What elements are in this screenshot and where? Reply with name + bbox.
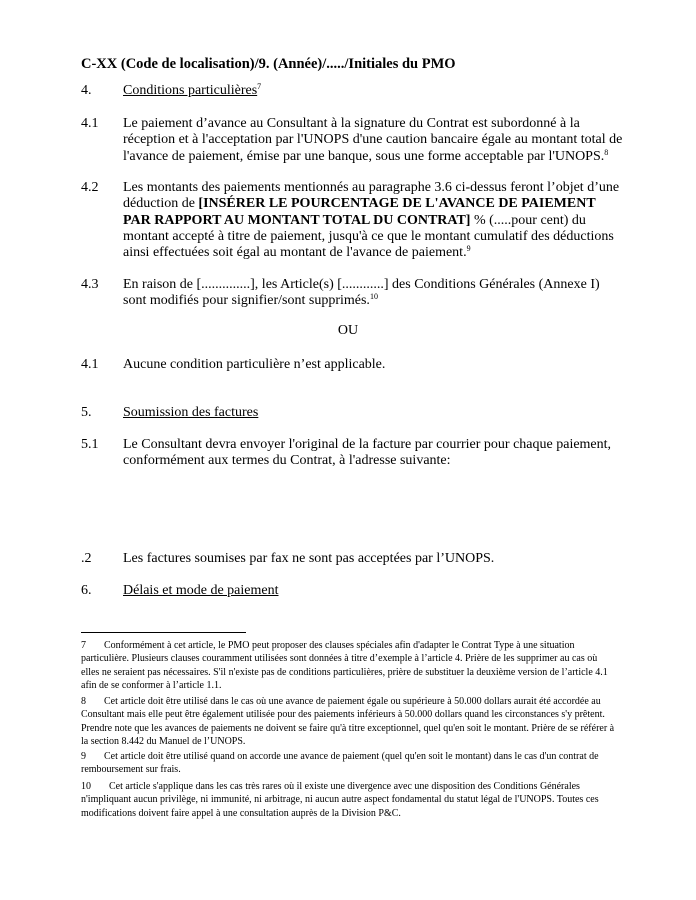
footnote-text: Cet article s'applique dans les cas très rares où il existe une divergence avec une disposition des Conditions Générales n'impliquant aucun privilège, ni immunité, ni arbitrage, ni aucun autre aspect fondamental du statut légal de l'UNOPS. Toutes ces modifications doivent faire appel à une consultation auprès de la Division P&C. <box>81 781 599 819</box>
paragraph-text: En raison de [..............], les Article(s) [............] des Conditions Générales (Annexe I) sont modifiés pour signifier/sont supprimés. <box>123 277 600 309</box>
footnote <box>81 750 616 777</box>
paragraph-number: 4.2 <box>81 180 99 195</box>
paragraph-number: 4.1 <box>81 357 99 372</box>
section-title: Soumission des factures <box>123 405 259 420</box>
footnote <box>81 639 616 692</box>
paragraph-text: Le paiement d’avance au Consultant à la signature du Contrat est subordonné à la réception et à l'acceptation par l'UNOPS d'une caution bancaire égale au montant total de l'avance de paiement, émise par une banque, sous une forme acceptable par l'UNOPS. <box>123 116 623 164</box>
footnote-separator <box>81 632 246 633</box>
footnote-ref: 9 <box>466 244 471 254</box>
footnote-number: 10 <box>81 781 91 792</box>
paragraph-text: Le Consultant devra envoyer l'original de la facture par courrier pour chaque paiement, conformément aux termes du Contrat, à l'adresse suivante: <box>123 437 612 469</box>
footnote-text: Cet article doit être utilisé quand on accorde une avance de paiement (quel qu'en soit le montant) dans le cas d'un contrat de remboursement sur frais. <box>81 751 599 776</box>
paragraph-text: Les factures soumises par fax ne sont pas acceptées par l’UNOPS. <box>123 551 495 566</box>
paragraph-text: Aucune condition particulière n’est applicable. <box>123 357 386 372</box>
paragraph-number: 4.1 <box>81 116 99 131</box>
footnote-number: 8 <box>81 696 86 707</box>
paragraph-text: Les montants des paiements mentionnés au paragraphe 3.6 ci-dessus feront l’objet d’une déduction de <box>123 180 620 212</box>
placeholder-instruction: [INSÉRER LE POURCENTAGE DE L'AVANCE DE PAIEMENT PAR RAPPORT AU MONTANT TOTAL DU CONTRAT] <box>123 196 596 228</box>
footnote-number: 9 <box>81 751 86 762</box>
footnote-ref: 7 <box>257 82 262 91</box>
section-number: 4. <box>81 83 92 98</box>
section-title: Délais et mode de paiement <box>123 583 279 598</box>
footnote-ref: 8 <box>604 147 609 157</box>
section-number: 5. <box>81 405 92 420</box>
footnote-text: Cet article doit être utilisé dans le cas où une avance de paiement égale ou supérieure à 50.000 dollars aurait été accordée au Consultant mais elle peut être également utilisée pour des paiements inférieurs à 50.000 dollars quand les circonstances s'y prêtent. Prendre note que les avances de paiements ne doivent se faire qu'à titre exceptionnel, quel qu'en soit le montant. Prière de se référer à la section 8.442 du Manuel de l’UNOPS. <box>81 696 615 747</box>
document-header: C-XX (Code de localisation)/9. (Année)/...../Initiales du PMO <box>81 56 456 72</box>
footnote-ref: 10 <box>369 292 378 302</box>
paragraph-number: 5.1 <box>81 437 99 452</box>
alternative-separator: OU <box>337 323 359 338</box>
footnote <box>81 695 616 748</box>
section-number: 6. <box>81 583 92 598</box>
footnote-number: 7 <box>81 640 86 651</box>
paragraph-number: 4.3 <box>81 277 99 292</box>
paragraph-number: .2 <box>81 551 92 566</box>
paragraph-text-continued: % (.....pour cent) du montant accepté à titre de paiement, jusqu'à ce que le montant cumulatif des déductions ainsi effectuées soit égal au montant de l'avance de paiement. <box>123 212 614 261</box>
footnote <box>81 780 616 820</box>
section-title: Conditions particulières <box>123 83 258 98</box>
footnote-text: Conformément à cet article, le PMO peut proposer des clauses spéciales afin d'adapter le Contrat Type à une situation particulière. Plusieurs clauses couramment utilisées sont données à titre d’exemple à l’article 4. Prière de les supprimer au cas où elles ne seraient pas nécessaires. S'il n'existe pas de conditions particulières, prière de substituer la deuxième version de l’article 4.1 afin de se conformer à l’article 1.1. <box>81 640 608 691</box>
